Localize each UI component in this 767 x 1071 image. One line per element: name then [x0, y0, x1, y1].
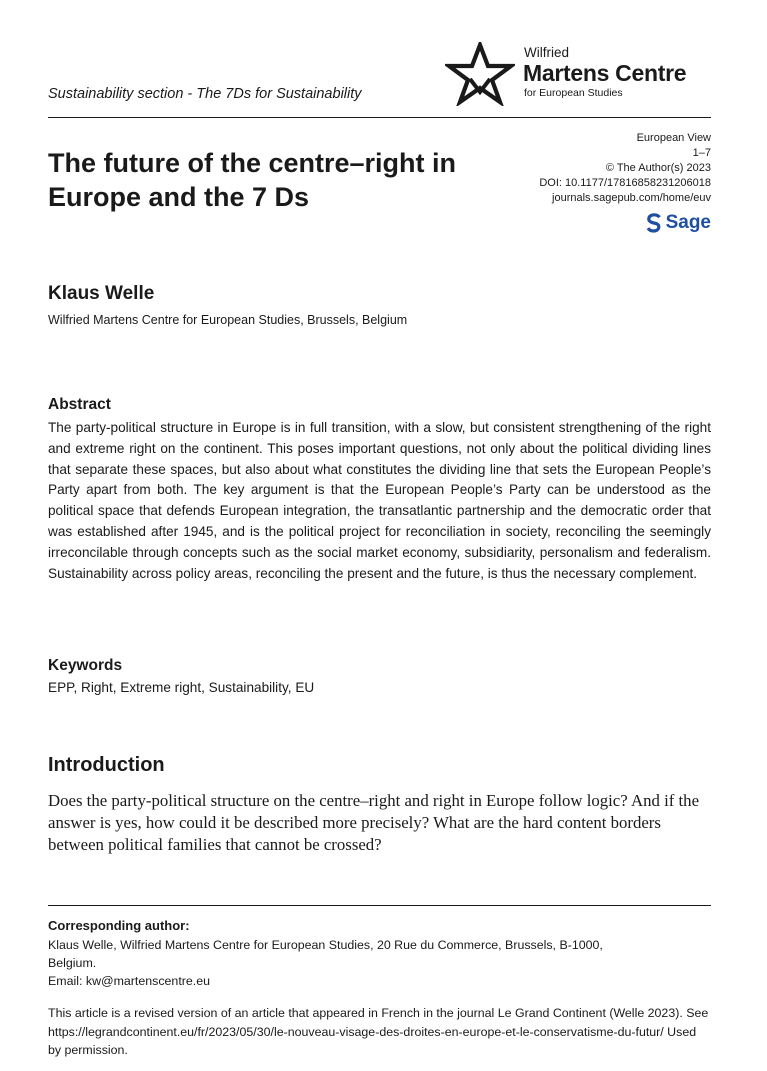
abstract-text: The party-political structure in Europe is in full transition, with a slow, but consistent strengthening of the right and extreme right on the continent. This poses important questions, not only about the political dividing lines that separate these spaces, but also about what constitutes the dividing line that sets the European People’s Party apart from both. The key argument is that the European People’s Party can be understood as the political space that defends European integration, the transatlantic partnership and the democratic order that was established after 1945, and is the political project for reconciliation in society, reconciling the seemingly irreconcilable through concepts such as the social market economy, subsidiarity, personalism and federalism. Sustainability across policy areas, reconciling the present and the future, is thus the necessary complement. — [48, 420, 711, 581]
header-rule — [48, 117, 711, 118]
journal-name: European View — [636, 132, 711, 144]
corresponding-heading: Corresponding author: — [48, 918, 190, 933]
sage-s-icon — [646, 213, 662, 233]
keywords-text: EPP, Right, Extreme right, Sustainability, EU — [48, 680, 315, 695]
keywords-heading: Keywords — [48, 657, 123, 674]
article-title: The future of the centre–right in Europe and the 7 Ds — [48, 148, 457, 212]
introduction-text: Does the party-political structure on the centre–right and right in Europe follow logic? And if the answer is yes, how could it be described more precisely? What are the hard content borders between political families that cannot be crossed? — [48, 791, 700, 854]
journal-url[interactable]: journals.sagepub.com/home/euv — [552, 192, 711, 204]
sage-logo — [646, 212, 711, 234]
publisher-name: Sage — [665, 212, 711, 233]
footer-rule — [48, 905, 711, 906]
page-range: 1–7 — [692, 147, 711, 159]
journal-meta — [539, 131, 711, 206]
star-logo-icon — [445, 42, 515, 106]
section-label: Sustainability section - The 7Ds for Sustainability — [48, 86, 362, 102]
doi[interactable]: DOI: 10.1177/17816858231206018 — [539, 177, 711, 189]
logo-line-2: Martens Centre — [523, 60, 687, 86]
logo-line-1: Wilfried — [524, 45, 570, 60]
abstract-heading: Abstract — [48, 396, 111, 413]
copyright: © The Author(s) 2023 — [605, 162, 711, 174]
revision-note: This article is a revised version of an article that appeared in French in the journal Le Grand Continent (Welle 2023). See https://legrandcontinent.eu/fr/2023/05/30/le-nouveau-visage-des-droites-en-europe-et-le-conservatisme-du-futur/ Used by permission. — [48, 1006, 709, 1057]
martens-centre-logo — [445, 42, 715, 106]
corresponding-email[interactable]: Email: kw@martenscentre.eu — [48, 974, 211, 988]
author-name: Klaus Welle — [48, 283, 155, 304]
logo-line-3: for European Studies — [524, 87, 623, 99]
author-affiliation: Wilfried Martens Centre for European Studies, Brussels, Belgium — [48, 313, 408, 327]
introduction-heading: Introduction — [48, 754, 165, 776]
corresponding-address-1: Klaus Welle, Wilfried Martens Centre for European Studies, 20 Rue du Commerce, Brussels, B-1000, — [48, 938, 603, 952]
corresponding-address-2: Belgium. — [48, 956, 97, 970]
corresponding-details — [48, 936, 711, 990]
